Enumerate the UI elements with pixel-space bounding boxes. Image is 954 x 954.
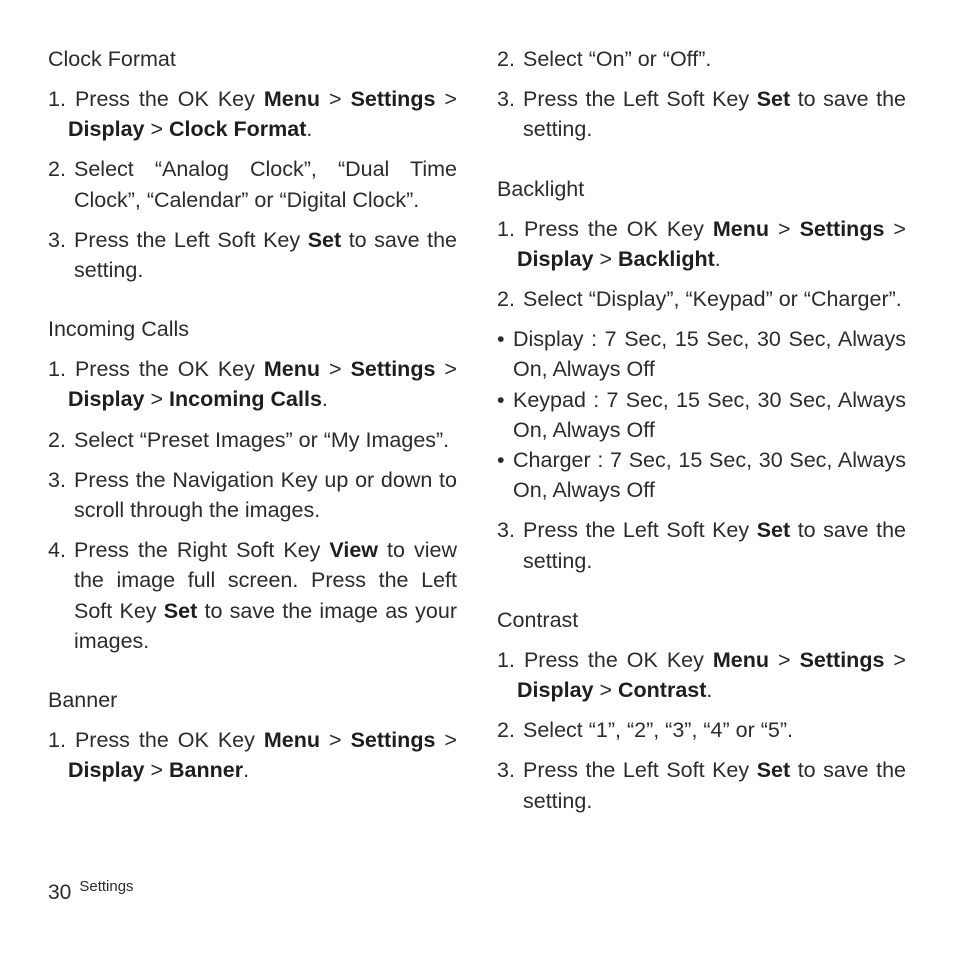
step-text (74, 225, 457, 285)
clock-format-label: Clock Format (169, 117, 307, 142)
settings-label: Settings (799, 647, 885, 672)
section-label: Settings (79, 878, 134, 895)
list-item (497, 445, 906, 505)
bullet-icon: • (497, 387, 505, 412)
settings-label: Settings (350, 87, 436, 111)
clock-step-1 (48, 84, 457, 144)
period: . (706, 678, 713, 703)
left-column (48, 44, 457, 795)
separator: > (144, 758, 169, 783)
separator: > (435, 728, 457, 753)
contrast-step-3 (497, 755, 906, 815)
step-number: 3. (48, 467, 66, 492)
step-text (74, 535, 457, 656)
clock-step-3 (48, 225, 457, 285)
incoming-step-1 (48, 354, 457, 414)
menu-label: Menu (263, 728, 321, 753)
incoming-calls-heading: Incoming Calls (48, 317, 189, 342)
banner-step-1 (48, 725, 457, 785)
step-number: 3. (497, 518, 515, 543)
step-text (523, 755, 906, 815)
backlight-options-list (497, 324, 906, 505)
step-text (523, 84, 906, 144)
menu-label: Menu (263, 87, 321, 111)
banner-section (48, 685, 457, 785)
separator: > (320, 728, 351, 753)
backlight-step-2 (497, 284, 906, 314)
incoming-step-3 (48, 465, 457, 525)
display-label: Display (68, 758, 145, 783)
backlight-label: Backlight (618, 246, 715, 271)
option-text: Display : 7 Sec, 15 Sec, 30 Sec, Always On, Always Off (513, 327, 906, 382)
text-run: Press the Right Soft Key (74, 538, 330, 563)
incoming-calls-label: Incoming Calls (169, 387, 322, 412)
contrast-label: Contrast (618, 678, 707, 703)
text-run: Press the Left Soft Key (523, 758, 757, 783)
step-text: Press the OK Key (523, 216, 713, 241)
separator: > (144, 387, 169, 412)
separator: > (320, 357, 351, 382)
step-number: 2. (497, 718, 515, 743)
text-run: to save the setting. (523, 518, 906, 573)
menu-label: Menu (712, 216, 770, 241)
backlight-step-3 (497, 515, 906, 575)
banner-continued-section (497, 44, 906, 145)
text-run: Press the Left Soft Key (74, 227, 308, 252)
text-run: Press the Left Soft Key (523, 87, 757, 112)
banner-label: Banner (169, 758, 244, 783)
period: . (243, 758, 250, 783)
set-label: Set (756, 518, 791, 543)
separator: > (769, 216, 800, 241)
set-label: Set (307, 227, 342, 252)
settings-label: Settings (799, 216, 885, 241)
period: . (306, 117, 313, 142)
step-number: 1. (497, 647, 515, 672)
page-number: 30 (48, 881, 72, 904)
list-item (497, 324, 906, 384)
set-label: Set (756, 758, 791, 783)
settings-label: Settings (350, 728, 436, 753)
separator: > (593, 678, 618, 703)
period: . (321, 387, 328, 412)
set-label: Set (163, 598, 198, 623)
text-run: Press the Left Soft Key (523, 518, 757, 543)
separator: > (320, 87, 351, 111)
text-run: to view the image full screen. Press the Left Soft Key (74, 538, 458, 623)
banner-step-2 (497, 44, 906, 74)
separator: > (769, 647, 800, 672)
step-number: 1. (48, 357, 66, 382)
step-number: 2. (48, 427, 66, 452)
step-number: 1. (497, 216, 515, 241)
step-text: Select “Preset Images” or “My Images”. (74, 427, 450, 452)
step-text: Press the OK Key (74, 87, 264, 111)
incoming-calls-section (48, 314, 457, 656)
option-text: Keypad : 7 Sec, 15 Sec, 30 Sec, Always On, Always Off (513, 387, 906, 442)
backlight-heading: Backlight (497, 176, 585, 201)
bullet-icon: • (497, 448, 505, 473)
clock-format-heading: Clock Format (48, 47, 176, 71)
step-number: 2. (497, 47, 515, 71)
step-text: Press the OK Key (523, 647, 713, 672)
menu-label: Menu (712, 647, 770, 672)
clock-format-section (48, 44, 457, 285)
step-text: Select “On” or “Off”. (523, 47, 712, 71)
view-label: View (329, 538, 379, 563)
step-number: 1. (48, 87, 66, 111)
step-text: Press the OK Key (74, 357, 264, 382)
list-item (497, 385, 906, 445)
page-footer (48, 880, 134, 906)
step-number: 3. (48, 227, 66, 252)
backlight-section (497, 174, 906, 576)
display-label: Display (517, 678, 594, 703)
backlight-step-1 (497, 214, 906, 274)
text-run: to save the image as your images. (74, 598, 457, 653)
bullet-icon: • (497, 327, 505, 352)
step-text: Press the Navigation Key up or down to scroll through the images. (74, 467, 457, 523)
clock-step-2 (48, 154, 457, 214)
separator: > (593, 246, 618, 271)
step-text: Select “Analog Clock”, “Dual Time Clock”, “Calendar” or “Digital Clock”. (74, 157, 457, 212)
step-number: 4. (48, 538, 66, 563)
display-label: Display (68, 387, 145, 412)
separator: > (884, 647, 906, 672)
step-number: 1. (48, 728, 66, 753)
text-run: to save the setting. (523, 758, 906, 813)
settings-label: Settings (350, 357, 436, 382)
contrast-heading: Contrast (497, 607, 579, 632)
step-text: Press the OK Key (74, 728, 264, 753)
contrast-step-1 (497, 645, 906, 705)
text-run: to save the setting. (74, 227, 457, 283)
contrast-section (497, 605, 906, 816)
incoming-step-2 (48, 425, 457, 455)
banner-step-3 (497, 84, 906, 144)
step-number: 3. (497, 758, 515, 783)
separator: > (435, 357, 457, 382)
option-text: Charger : 7 Sec, 15 Sec, 30 Sec, Always On, Always Off (513, 448, 906, 503)
separator: > (144, 117, 169, 142)
menu-label: Menu (263, 357, 321, 382)
contrast-step-2 (497, 715, 906, 745)
step-text: Select “Display”, “Keypad” or “Charger”. (523, 287, 902, 312)
separator: > (435, 87, 457, 111)
step-text: Select “1”, “2”, “3”, “4” or “5”. (523, 718, 793, 743)
step-number: 2. (48, 157, 66, 182)
period: . (714, 246, 721, 271)
right-column (497, 44, 906, 826)
banner-heading: Banner (48, 688, 118, 713)
step-text (523, 515, 906, 575)
step-number: 3. (497, 87, 515, 112)
text-run: to save the setting. (523, 87, 906, 142)
incoming-step-4 (48, 535, 457, 656)
step-number: 2. (497, 287, 515, 312)
separator: > (884, 216, 906, 241)
set-label: Set (756, 87, 791, 112)
display-label: Display (517, 246, 594, 271)
display-label: Display (68, 117, 145, 142)
